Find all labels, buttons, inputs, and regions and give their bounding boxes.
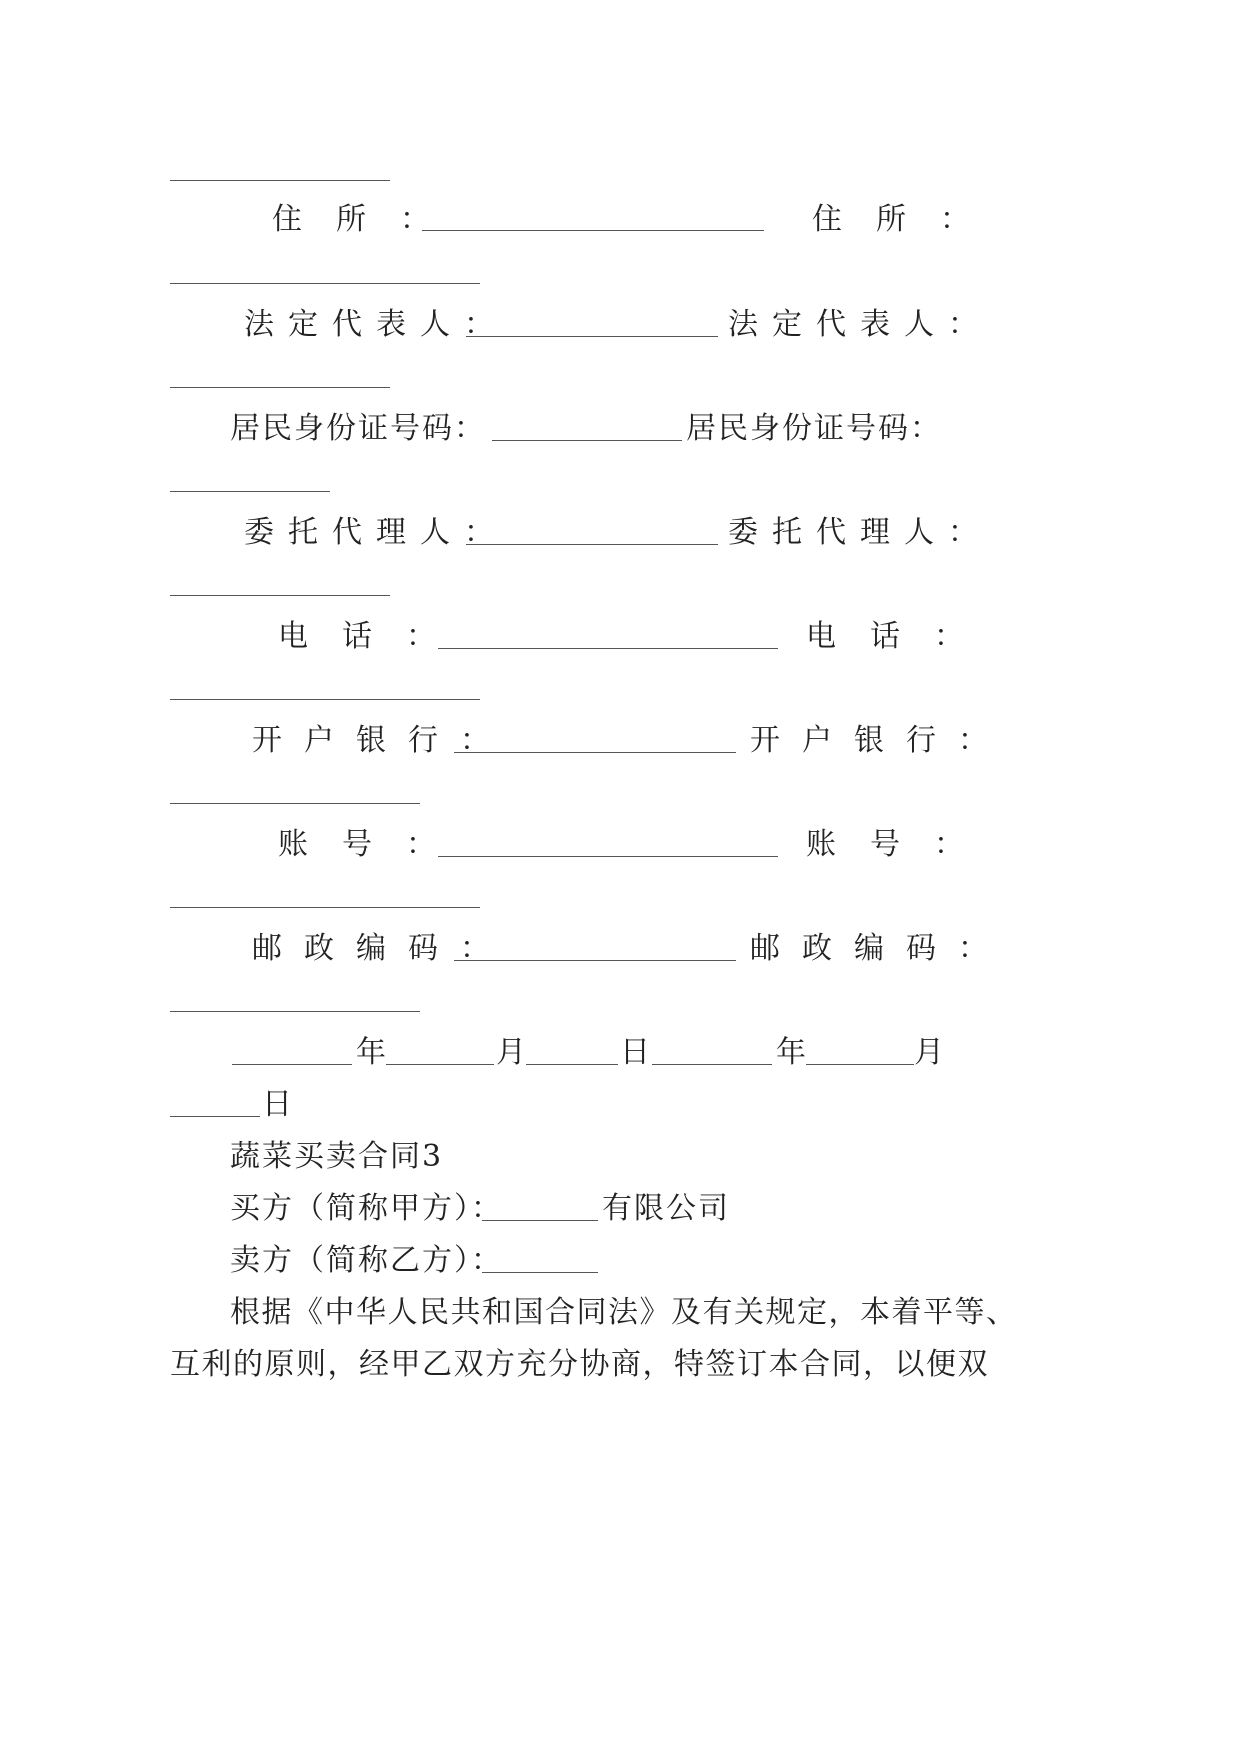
phone-blank-left[interactable] — [438, 648, 778, 649]
address-blank-left[interactable] — [422, 230, 764, 231]
seller-blank[interactable] — [482, 1272, 598, 1273]
address-label-right: 住所： — [812, 202, 1004, 237]
day-blank-left[interactable] — [526, 1064, 618, 1065]
month-blank-left[interactable] — [386, 1064, 494, 1065]
buyer-blank[interactable] — [482, 1220, 598, 1221]
id-number-label-right: 居民身份证号码： — [686, 411, 942, 446]
month-label-right: 月 — [914, 1035, 944, 1070]
phone-label-left: 电话： — [278, 619, 470, 654]
agent-label-right: 委托代理人： — [728, 515, 992, 550]
agent-blank-right[interactable] — [170, 595, 390, 596]
blank-underline — [170, 180, 390, 181]
day-blank-right[interactable] — [170, 1116, 260, 1117]
bank-label-left: 开户银行： — [252, 723, 512, 758]
day-label-right: 日 — [262, 1087, 292, 1122]
legal-rep-blank-left[interactable] — [466, 336, 718, 337]
agent-blank-left[interactable] — [466, 544, 718, 545]
id-number-label-left: 居民身份证号码： — [230, 411, 486, 446]
paragraph-line-1: 根据《中华人民共和国合同法》及有关规定，本着平等、 — [230, 1295, 1018, 1330]
year-label-left: 年 — [356, 1035, 386, 1070]
id-number-blank-right[interactable] — [170, 491, 330, 492]
phone-label-right: 电话： — [806, 619, 998, 654]
year-blank-right[interactable] — [652, 1064, 772, 1065]
bank-label-right: 开户银行： — [750, 723, 1010, 758]
month-blank-right[interactable] — [806, 1064, 914, 1065]
buyer-label: 买方（简称甲方）： — [230, 1191, 503, 1226]
bank-blank-right[interactable] — [170, 803, 420, 804]
legal-rep-label-right: 法定代表人： — [728, 307, 992, 342]
address-label-left: 住所： — [272, 202, 464, 237]
account-blank-left[interactable] — [438, 856, 778, 857]
account-blank-right[interactable] — [170, 907, 480, 908]
year-label-right: 年 — [776, 1035, 806, 1070]
address-blank-right[interactable] — [170, 283, 480, 284]
seller-label: 卖方（简称乙方）： — [230, 1243, 503, 1278]
legal-rep-label-left: 法定代表人： — [244, 307, 508, 342]
contract-title: 蔬菜买卖合同3 — [230, 1139, 444, 1174]
id-number-blank-left[interactable] — [492, 440, 682, 441]
paragraph-line-2: 互利的原则，经甲乙双方充分协商，特签订本合同，以便双 — [170, 1347, 989, 1382]
postcode-blank-right[interactable] — [170, 1011, 420, 1012]
account-label-right: 账号： — [806, 827, 998, 862]
agent-label-left: 委托代理人： — [244, 515, 508, 550]
month-label-left: 月 — [496, 1035, 526, 1070]
buyer-suffix: 有限公司 — [602, 1191, 730, 1226]
postcode-label-right: 邮政编码： — [750, 931, 1010, 966]
day-label-left: 日 — [620, 1035, 650, 1070]
bank-blank-left[interactable] — [454, 752, 736, 753]
account-label-left: 账号： — [278, 827, 470, 862]
postcode-label-left: 邮政编码： — [252, 931, 512, 966]
phone-blank-right[interactable] — [170, 699, 480, 700]
postcode-blank-left[interactable] — [454, 960, 736, 961]
legal-rep-blank-right[interactable] — [170, 387, 390, 388]
year-blank-left[interactable] — [232, 1064, 352, 1065]
